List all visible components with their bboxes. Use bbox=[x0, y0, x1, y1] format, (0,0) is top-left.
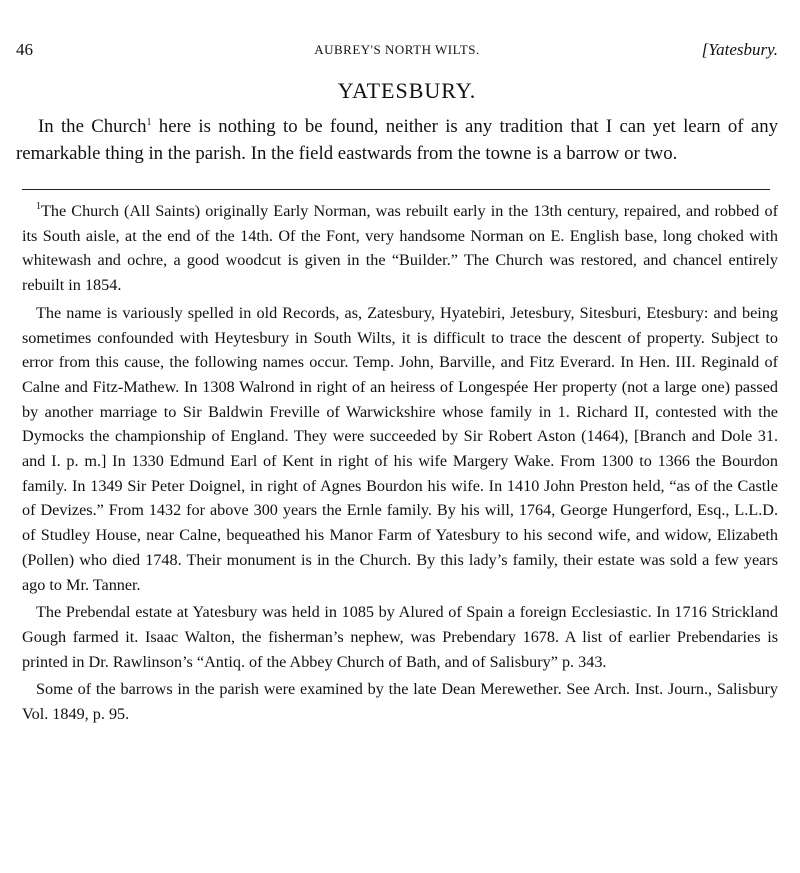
chapter-title: YATESBURY. bbox=[337, 78, 477, 103]
section-tag: [Yatesbury. bbox=[701, 40, 778, 59]
footnote-divider bbox=[22, 189, 770, 190]
main-text-rest: here is nothing to be found, neither is any tradition that I can yet learn of any remarkable thing in the parish. In the field eastwards from the towne is a barrow or two. bbox=[16, 116, 778, 164]
footnote-paragraph: The name is variously spelled in old Records, as, Zatesbury, Hyatebiri, Jetesbury, Sitesburi, Etesbury: and being sometimes confounded with Heytesbury in South Wilts, it is difficult to trace the descent of property. Subject to error from this cause, the following names occur. Temp. John, Barville, and Fitz Everard. In Hen. III. Reginald of Calne and Fitz-Mathew. In 1308 Walrond in right of an heiress of Longespée Her property (not a large one) passed by another marriage to Sir Baldwin Freville of Warwickshire whose family in 1. Richard II, contested with the Dymocks the championship of England. They were succeeded by Sir Robert Aston (1464), [Branch and Dole 31. and I. p. m.] In 1330 Edmund Earl of Kent in right of his wife Margery Wake. From 1300 to 1366 the Bourdon family. In 1349 Sir Peter Doignel, in right of Agnes Bourdon his wife. In 1410 John Preston held, “as of the Castle of Devizes.” From 1432 for above 300 years the Ernle family. By his will, 1764, George Hungerford, Esq., L.L.D. of Studley House, near Calne, bequeathed his Manor Farm of Yatesbury to his second wife, and widow, Elizabeth (Pollen) who died 1748. Their monument is in the Church. By this lady’s family, their estate was sold a few years ago to Mr. Tanner. bbox=[22, 303, 778, 594]
book-page bbox=[16, 40, 778, 727]
main-paragraph bbox=[16, 114, 778, 167]
page-header bbox=[16, 40, 778, 64]
footnote-paragraph: The Prebendal estate at Yatesbury was held in 1085 by Alured of Spain a foreign Ecclesiastic. In 1716 Strickland Gough farmed it. Isaac Walton, the fisherman’s nephew, was Prebendary 1678. A list of earlier Prebendaries is printed in Dr. Rawlinson’s “Antiq. of the Abbey Church of Bath, and of Salisbury” p. 343. bbox=[22, 603, 778, 671]
footnote-marker: 1 bbox=[36, 201, 41, 212]
footnote-reference: 1 bbox=[146, 117, 152, 128]
running-title: AUBREY'S NORTH WILTS. bbox=[314, 42, 480, 57]
page-number: 46 bbox=[16, 40, 33, 59]
footnote-paragraph bbox=[22, 199, 778, 298]
footnotes bbox=[16, 199, 778, 727]
footnote-paragraph: Some of the barrows in the parish were examined by the late Dean Merewether. See Arch. Inst. Journ., Salisbury Vol. 1849, p. 95. bbox=[22, 680, 778, 724]
main-text-start: In the Church bbox=[38, 116, 147, 137]
footnote-text: The Church (All Saints) originally Early Norman, was rebuilt early in the 13th century, repaired, and robbed of its South aisle, at the end of the 14th. Of the Font, very handsome Norman on E. English base, long choked with whitewash and ochre, a good woodcut is given in the “Builder.” The Church was restored, and chancel entirely rebuilt in 1854. bbox=[22, 202, 778, 295]
